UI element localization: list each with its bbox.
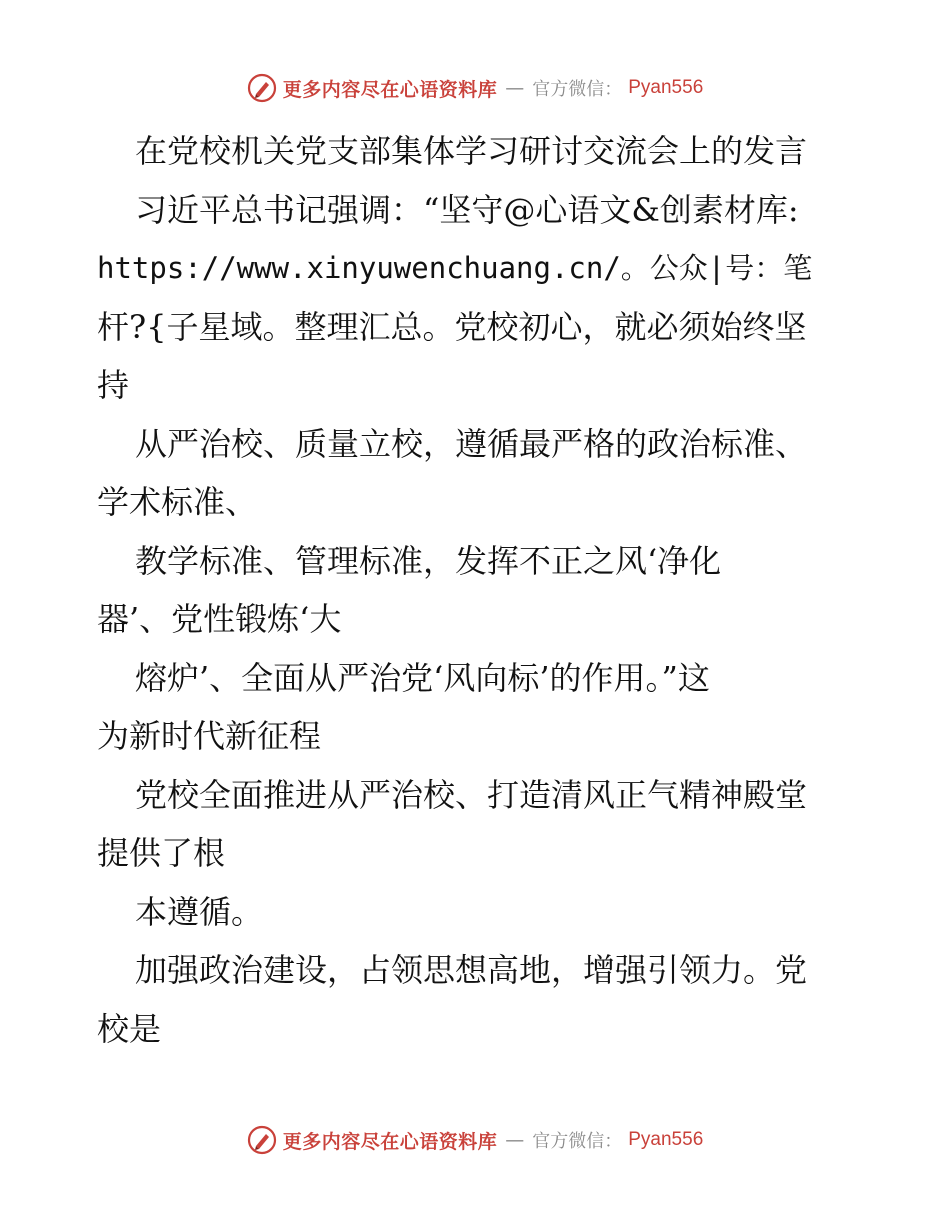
banner-site-name: 更多内容尽在心语资料库 bbox=[282, 78, 498, 101]
text-line: 提供了根 bbox=[97, 834, 226, 872]
footer-banner bbox=[0, 1122, 950, 1158]
text-line: 持 bbox=[97, 366, 130, 404]
text-line: 杆?{子星域。整理汇总。党校初心，就必须始终坚 bbox=[97, 307, 807, 346]
header-banner bbox=[0, 70, 950, 106]
banner-wechat-id: Pyan556 bbox=[628, 77, 704, 98]
text-line: 从严治校、质量立校，遵循最严格的政治标准、 bbox=[135, 424, 808, 463]
text-line: 学术标准、 bbox=[97, 483, 258, 521]
banner-dash: — bbox=[505, 1129, 525, 1151]
document-title: 在党校机关党支部集体学习研讨交流会上的发言 bbox=[135, 132, 808, 170]
document-body bbox=[97, 122, 857, 1058]
banner-dash: — bbox=[505, 77, 525, 99]
banner-wechat-label: 官方微信： bbox=[532, 1131, 623, 1152]
banner-wechat-id: Pyan556 bbox=[628, 1129, 704, 1150]
text-line: 熔炉’、全面从严治党‘风向标’的作用。”这 bbox=[135, 658, 710, 697]
text-line: 习近平总书记强调：“坚守@心语文&创素材库: bbox=[135, 190, 799, 229]
text-line-url: https://www.xinyuwenchuang.cn/。公众|号：笔 bbox=[97, 251, 813, 285]
banner-site-name: 更多内容尽在心语资料库 bbox=[282, 1130, 498, 1153]
text-line: 器’、党性锻炼‘大 bbox=[97, 600, 342, 638]
text-line: 校是 bbox=[97, 1009, 162, 1048]
pen-circle-icon bbox=[247, 1125, 277, 1155]
text-line: 加强政治建设，占领思想高地，增强引领力。党 bbox=[135, 951, 808, 989]
text-line: 教学标准、管理标准，发挥不正之风‘净化 bbox=[135, 541, 722, 580]
banner-wechat-label: 官方微信： bbox=[532, 79, 623, 100]
text-line: 党校全面推进从严治校、打造清风正气精神殿堂 bbox=[135, 775, 808, 814]
text-line: 本遵循。 bbox=[135, 892, 264, 931]
text-line: 为新时代新征程 bbox=[97, 717, 322, 755]
pen-circle-icon bbox=[247, 73, 277, 103]
